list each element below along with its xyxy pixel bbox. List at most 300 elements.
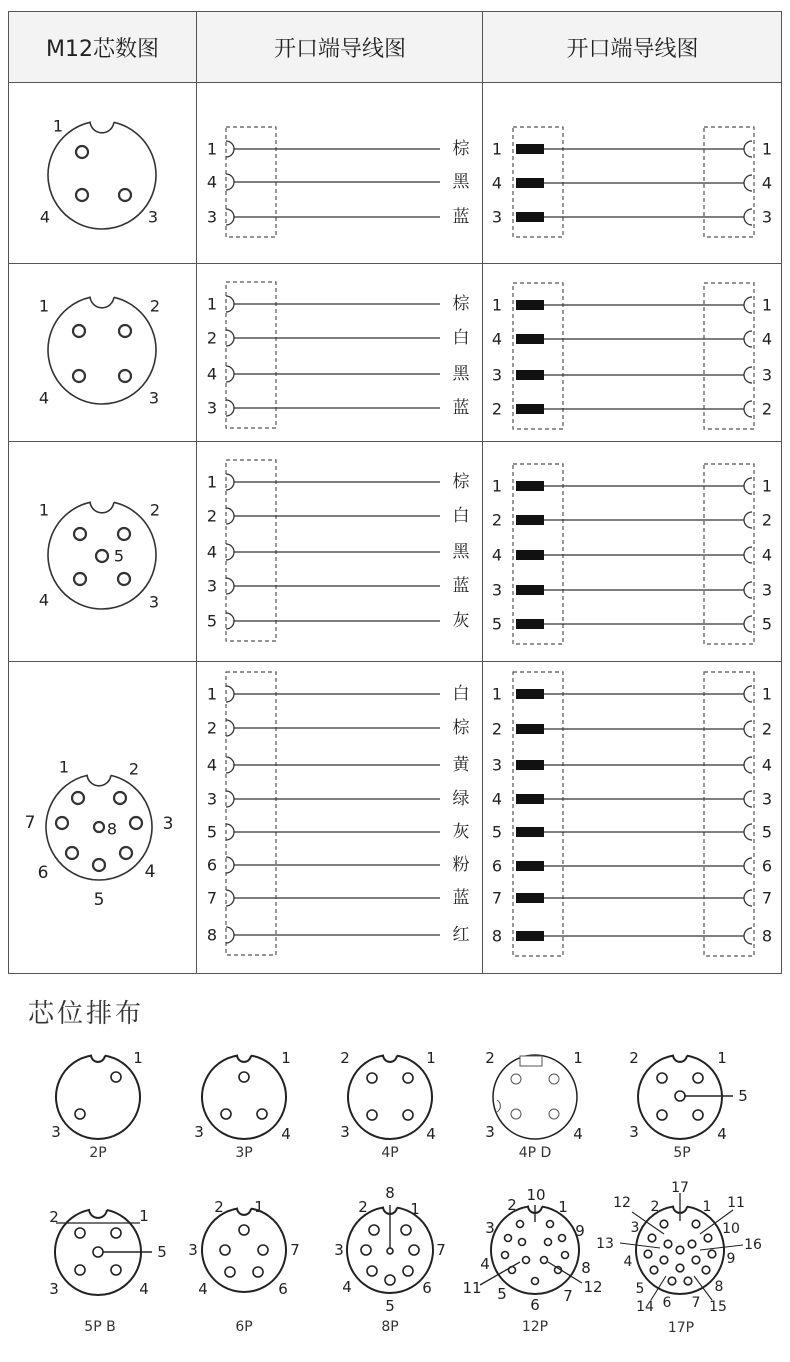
- pin-label: 14: [636, 1299, 654, 1315]
- pin-number: 7: [491, 888, 503, 908]
- pin-label: 8: [385, 1184, 395, 1202]
- pin-number: 3: [206, 789, 218, 809]
- pin-label: 3: [188, 1241, 198, 1259]
- pin-label: 3: [51, 1123, 61, 1141]
- pin-hole: [75, 1228, 85, 1238]
- plug-pin: [516, 404, 544, 414]
- pin-hole: [549, 1109, 559, 1119]
- pin-hole: [693, 1073, 703, 1083]
- pin-number: 4: [206, 542, 218, 562]
- pin-label: 8: [581, 1259, 591, 1277]
- pin-number: 2: [761, 399, 773, 419]
- wire-color-label: 棕: [452, 472, 470, 492]
- wire-color-label: 白: [452, 684, 470, 704]
- pin-socket: [226, 857, 234, 873]
- pin-number: 5: [761, 614, 773, 634]
- pin-hole: [403, 1110, 413, 1120]
- plug-pin: [516, 370, 544, 380]
- pin-socket: [744, 478, 752, 494]
- wire-color-label: 黑: [452, 172, 470, 192]
- pin-hole: [549, 1074, 559, 1084]
- pin-number: 1: [491, 139, 503, 159]
- socket-box-dashed: [704, 672, 754, 956]
- header-core-count: M12芯数图: [46, 37, 159, 62]
- pin-label: 1: [139, 1207, 149, 1225]
- pin-hole: [702, 1266, 710, 1274]
- pin-number: 5: [206, 822, 218, 842]
- pin-label: 4: [281, 1125, 291, 1143]
- pin-number: 5: [206, 611, 218, 631]
- pin-hole: [517, 1221, 524, 1228]
- pin-number: 3: [491, 207, 503, 227]
- pin-number: 4: [206, 755, 218, 775]
- wire-color-label: 蓝: [452, 207, 470, 227]
- wire-color-label: 棕: [452, 139, 470, 159]
- pin-hole: [120, 847, 132, 859]
- pin-hole: [73, 325, 85, 337]
- pin-number: 2: [206, 328, 218, 348]
- pin-label: 6: [422, 1279, 432, 1297]
- pin-hole: [385, 1275, 395, 1285]
- layout-caption: 3P: [235, 1145, 253, 1161]
- pin-label: 4: [573, 1125, 583, 1143]
- layout-caption: 12P: [521, 1319, 549, 1335]
- pin-number: 7: [206, 888, 218, 908]
- pin-number: 4: [491, 329, 503, 349]
- pin-number: 8: [491, 926, 503, 946]
- pin-label: 5: [93, 890, 105, 910]
- pin-label: 13: [596, 1236, 614, 1252]
- pin-number: 1: [206, 684, 218, 704]
- pin-label: 10: [526, 1186, 546, 1204]
- pin-number: 4: [491, 545, 503, 565]
- wire-color-label: 蓝: [452, 398, 470, 418]
- pin-hole: [650, 1266, 658, 1274]
- pin-label: 2: [214, 1198, 224, 1216]
- pin-label: 2: [149, 500, 161, 520]
- pin-label: 3: [147, 207, 159, 227]
- pin-label: 2: [340, 1049, 350, 1067]
- pin-hole: [111, 1072, 121, 1082]
- layout-caption: 4P D: [518, 1145, 552, 1161]
- pin-hole: [403, 1266, 413, 1276]
- pin-number: 2: [206, 718, 218, 738]
- pin-hole: [75, 1265, 85, 1275]
- plug-pin: [516, 178, 544, 188]
- wire-color-label: 棕: [452, 718, 470, 738]
- pin-label: 2: [507, 1196, 517, 1214]
- pin-label: 4: [144, 862, 156, 882]
- pin-label: 5: [113, 546, 125, 566]
- pin-hole: [545, 1239, 552, 1246]
- pin-label: 3: [148, 388, 160, 408]
- wire-color-label: 黑: [452, 542, 470, 562]
- pin-hole: [367, 1110, 377, 1120]
- pin-socket: [226, 209, 234, 225]
- layout-caption: 8P: [381, 1319, 399, 1335]
- pin-hole: [119, 325, 131, 337]
- layout-3p: [202, 1056, 286, 1139]
- pin-label: 9: [726, 1251, 736, 1267]
- pin-label: 6: [37, 863, 49, 883]
- layout-caption: 2P: [89, 1145, 107, 1161]
- wire-color-label: 白: [452, 506, 470, 526]
- plug-pin: [516, 144, 544, 154]
- pin-socket: [744, 297, 752, 313]
- pin-label: 11: [462, 1279, 482, 1297]
- layout-6p: [202, 1209, 286, 1292]
- pin-label: 4: [139, 1280, 149, 1298]
- pin-hole: [76, 146, 88, 158]
- pin-number: 8: [761, 926, 773, 946]
- pin-hole: [676, 1246, 684, 1254]
- plug-pin: [516, 689, 544, 699]
- pin-hole: [648, 1234, 656, 1242]
- pin-socket: [744, 512, 752, 528]
- plug-pin: [516, 794, 544, 804]
- pin-socket: [744, 824, 752, 840]
- plug-pin: [516, 550, 544, 560]
- pin-hole: [118, 573, 130, 585]
- pin-hole: [559, 1235, 566, 1242]
- pin-hole: [532, 1278, 539, 1285]
- plug-pin: [516, 515, 544, 525]
- pin-label: 4: [480, 1255, 490, 1273]
- plug-pin: [516, 931, 544, 941]
- pin-socket: [226, 330, 234, 346]
- layout-caption: 6P: [235, 1319, 253, 1335]
- layout-2p: [56, 1056, 140, 1139]
- pin-label: 2: [128, 759, 140, 779]
- pin-hole: [708, 1250, 716, 1258]
- pin-label: 3: [49, 1280, 59, 1298]
- pin-hole: [225, 1267, 235, 1277]
- pin-label: 4: [198, 1280, 208, 1298]
- pin-label: 2: [149, 296, 161, 316]
- pin-label: 4: [38, 388, 50, 408]
- pin-socket: [744, 547, 752, 563]
- pin-label: 1: [58, 757, 70, 777]
- pin-hole: [547, 1221, 554, 1228]
- pin-number: 6: [761, 856, 773, 876]
- pin-socket: [226, 824, 234, 840]
- pin-hole: [657, 1073, 667, 1083]
- pin-socket: [744, 686, 752, 702]
- pin-label: 3: [334, 1241, 344, 1259]
- pin-number: 2: [491, 399, 503, 419]
- pin-label: 1: [133, 1049, 143, 1067]
- pin-label: 11: [727, 1195, 745, 1211]
- pin-hole: [74, 528, 86, 540]
- pin-socket: [744, 209, 752, 225]
- pin-number: 7: [761, 888, 773, 908]
- layout-caption: 4P: [381, 1145, 399, 1161]
- pin-label: 3: [485, 1123, 495, 1141]
- layout-4p: [348, 1056, 432, 1139]
- pin-label: 16: [744, 1237, 762, 1253]
- pin-socket: [226, 890, 234, 906]
- pin-label: 1: [410, 1200, 420, 1218]
- plug-pin: [516, 893, 544, 903]
- pin-number: 2: [761, 719, 773, 739]
- pin-number: 3: [206, 398, 218, 418]
- pin-number: 1: [761, 684, 773, 704]
- pin-label: 3: [485, 1219, 495, 1237]
- pin-number: 4: [206, 172, 218, 192]
- pin-label: 5: [738, 1087, 748, 1105]
- pin-hole: [258, 1245, 268, 1255]
- pin-number: 2: [206, 506, 218, 526]
- pin-number: 3: [761, 580, 773, 600]
- plug-pin: [516, 300, 544, 310]
- pin-hole: [73, 370, 85, 382]
- pin-socket: [744, 331, 752, 347]
- wire-color-label: 灰: [452, 611, 470, 631]
- pin-hole: [387, 1248, 393, 1254]
- pin-number: 3: [491, 580, 503, 600]
- pin-hole: [660, 1220, 668, 1228]
- pin-socket: [744, 791, 752, 807]
- pin-label: 1: [254, 1198, 264, 1216]
- pin-label: 2: [49, 1208, 59, 1226]
- pin-label: 15: [709, 1299, 727, 1315]
- header-open-end-1: 开口端导线图: [273, 37, 406, 62]
- plug-pin: [516, 724, 544, 734]
- pin-hole: [403, 1073, 413, 1083]
- pin-socket: [744, 401, 752, 417]
- pin-label: 12: [583, 1278, 603, 1296]
- leader-line: [700, 1245, 743, 1250]
- pin-hole: [668, 1277, 676, 1285]
- pin-hole: [644, 1250, 652, 1258]
- pin-label: 1: [702, 1199, 712, 1215]
- plug-pin: [516, 585, 544, 595]
- pin-label: 5: [635, 1281, 645, 1297]
- pin-socket: [744, 582, 752, 598]
- pin-label: 4: [426, 1125, 436, 1143]
- pin-label: 8: [714, 1279, 724, 1295]
- pin-hole: [111, 1265, 121, 1275]
- layout-caption: 5P: [673, 1145, 691, 1161]
- pin-socket: [226, 141, 234, 157]
- pin-number: 4: [761, 545, 773, 565]
- plug-pin: [516, 760, 544, 770]
- pin-socket: [744, 890, 752, 906]
- pin-socket: [744, 757, 752, 773]
- plug-pin: [516, 212, 544, 222]
- pin-hole: [74, 573, 86, 585]
- pin-number: 8: [206, 925, 218, 945]
- pin-label: 8: [106, 819, 118, 839]
- pin-number: 3: [761, 207, 773, 227]
- pin-label: 7: [436, 1241, 446, 1259]
- wire-color-label: 黑: [452, 364, 470, 384]
- pin-socket: [744, 858, 752, 874]
- pin-hole: [367, 1073, 377, 1083]
- wire-color-label: 白: [452, 328, 470, 348]
- plug-pin: [516, 827, 544, 837]
- connector-box-dashed: [226, 672, 276, 955]
- pin-socket: [226, 400, 234, 416]
- pin-socket: [226, 578, 234, 594]
- pin-socket: [744, 616, 752, 632]
- pin-number: 1: [491, 476, 503, 496]
- pin-socket: [744, 928, 752, 944]
- key-mark: [497, 1100, 500, 1112]
- wire-color-label: 蓝: [452, 888, 470, 908]
- pin-number: 1: [206, 139, 218, 159]
- pin-hole: [257, 1109, 267, 1119]
- pin-socket: [226, 613, 234, 629]
- pin-hole: [239, 1225, 249, 1235]
- pin-number: 5: [491, 614, 503, 634]
- pin-hole: [505, 1235, 512, 1242]
- pin-number: 3: [206, 576, 218, 596]
- pin-hole: [511, 1074, 521, 1084]
- pin-hole: [409, 1245, 419, 1255]
- pin-number: 1: [491, 684, 503, 704]
- pin-number: 3: [761, 789, 773, 809]
- pin-socket: [226, 508, 234, 524]
- pin-hole: [96, 550, 108, 562]
- pin-socket: [226, 757, 234, 773]
- pin-label: 4: [717, 1125, 727, 1143]
- pin-socket: [226, 174, 234, 190]
- pin-socket: [226, 686, 234, 702]
- pin-number: 2: [491, 510, 503, 530]
- pin-hole: [253, 1267, 263, 1277]
- pin-label: 7: [691, 1295, 701, 1311]
- pin-label: 5: [497, 1285, 507, 1303]
- pin-label: 7: [24, 813, 36, 833]
- pin-number: 5: [761, 822, 773, 842]
- pin-hole: [56, 817, 68, 829]
- wire-color-label: 蓝: [452, 576, 470, 596]
- pin-label: 3: [194, 1123, 204, 1141]
- pin-label: 7: [290, 1241, 300, 1259]
- pin-number: 2: [491, 719, 503, 739]
- wire-color-label: 棕: [452, 294, 470, 314]
- pin-socket: [226, 791, 234, 807]
- pin-label: 1: [717, 1049, 727, 1067]
- pin-number: 5: [491, 822, 503, 842]
- pin-socket: [226, 927, 234, 943]
- pin-hole: [93, 1247, 103, 1257]
- pin-hole: [692, 1220, 700, 1228]
- pin-number: 4: [761, 755, 773, 775]
- section-title: 芯位排布: [28, 999, 145, 1029]
- wire-color-label: 灰: [452, 822, 470, 842]
- pin-socket: [226, 296, 234, 312]
- layout-4p-d: [493, 1055, 577, 1139]
- pin-hole: [94, 822, 104, 832]
- pin-number: 4: [761, 329, 773, 349]
- pin-label: 10: [722, 1221, 740, 1237]
- leader-line: [620, 1243, 660, 1248]
- pin-number: 4: [491, 789, 503, 809]
- pin-label: 1: [426, 1049, 436, 1067]
- pin-number: 1: [206, 472, 218, 492]
- pin-hole: [660, 1256, 668, 1264]
- plug-pin: [516, 861, 544, 871]
- pin-hole: [502, 1252, 509, 1259]
- pin-number: 3: [491, 755, 503, 775]
- pin-number: 1: [761, 476, 773, 496]
- pin-label: 2: [629, 1049, 639, 1067]
- pin-socket: [744, 175, 752, 191]
- pin-label: 6: [662, 1295, 672, 1311]
- plug-box-dashed: [513, 672, 563, 956]
- pin-hole: [130, 817, 142, 829]
- pin-label: 5: [157, 1243, 167, 1261]
- pin-hole: [367, 1266, 377, 1276]
- wire-color-label: 绿: [452, 789, 470, 809]
- pin-label: 17: [671, 1180, 689, 1196]
- pin-label: 12: [613, 1195, 631, 1211]
- pin-hole: [361, 1245, 371, 1255]
- pin-socket: [744, 141, 752, 157]
- pin-number: 2: [761, 510, 773, 530]
- pin-number: 3: [761, 365, 773, 385]
- pin-hole: [76, 189, 88, 201]
- pin-label: 1: [281, 1049, 291, 1067]
- pin-socket: [226, 474, 234, 490]
- pin-number: 4: [761, 173, 773, 193]
- pin-label: 1: [52, 116, 64, 136]
- pin-hole: [75, 1109, 85, 1119]
- plug-pin: [516, 619, 544, 629]
- pin-label: 3: [162, 814, 174, 834]
- pin-socket: [744, 367, 752, 383]
- pin-number: 6: [491, 856, 503, 876]
- pin-number: 3: [491, 365, 503, 385]
- pin-socket: [226, 366, 234, 382]
- pin-hole: [688, 1240, 696, 1248]
- pin-number: 4: [491, 173, 503, 193]
- pin-label: 3: [630, 1220, 640, 1236]
- pin-label: 3: [148, 592, 160, 612]
- pin-number: 1: [761, 295, 773, 315]
- pin-label: 3: [340, 1123, 350, 1141]
- pin-hole: [692, 1256, 700, 1264]
- pin-label: 3: [629, 1123, 639, 1141]
- pin-label: 2: [650, 1199, 660, 1215]
- pin-hole: [111, 1228, 121, 1238]
- pin-hole: [119, 189, 131, 201]
- pin-socket: [226, 544, 234, 560]
- pin-label: 6: [530, 1296, 540, 1314]
- pin-number: 3: [206, 207, 218, 227]
- pin-hole: [239, 1072, 249, 1082]
- pin-number: 4: [206, 364, 218, 384]
- pin-label: 1: [38, 296, 50, 316]
- pin-hole: [519, 1239, 526, 1246]
- pin-hole: [657, 1110, 667, 1120]
- plug-pin: [516, 481, 544, 491]
- pin-hole: [401, 1225, 411, 1235]
- pin-hole: [541, 1257, 548, 1264]
- pin-hole: [221, 1109, 231, 1119]
- pin-socket: [226, 720, 234, 736]
- layout-caption: 17P: [667, 1320, 695, 1336]
- pin-label: 4: [623, 1254, 633, 1270]
- pin-hole: [693, 1110, 703, 1120]
- pin-label: 2: [485, 1049, 495, 1067]
- pin-label: 4: [38, 590, 50, 610]
- pin-number: 6: [206, 855, 218, 875]
- pin-hole: [664, 1240, 672, 1248]
- pin-hole: [523, 1257, 530, 1264]
